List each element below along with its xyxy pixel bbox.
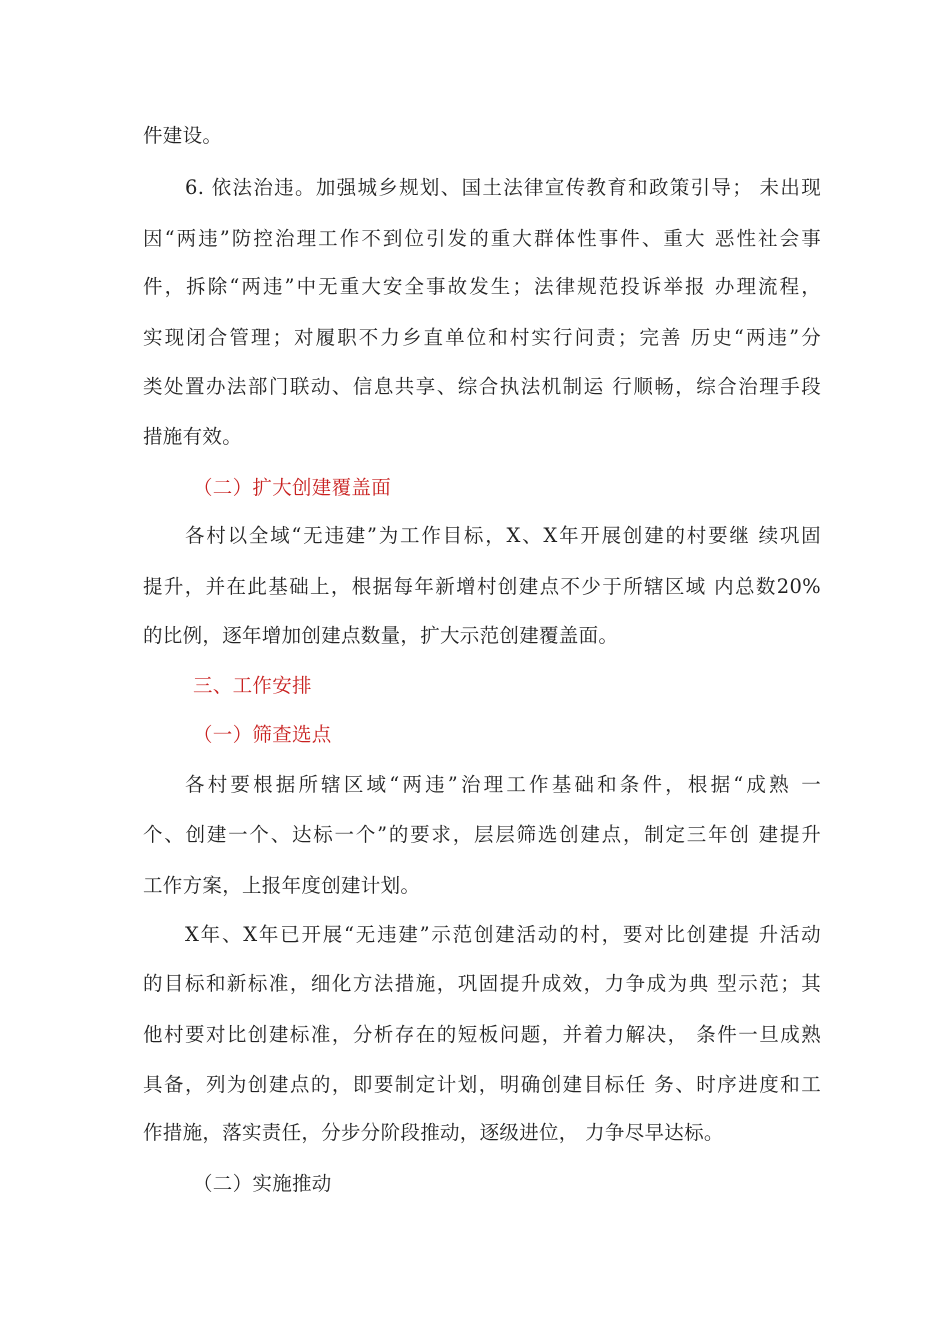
paragraph-line: 各村要根据所辖区域“两违”治理工作基础和条件，根据“成熟 一	[185, 773, 821, 796]
section-heading: （一）筛查选点	[193, 723, 332, 746]
paragraph-line: 提升，并在此基础上，根据每年新增村创建点不少于所辖区域 内总数20%	[143, 575, 821, 598]
paragraph-line: 各村以全域“无违建”为工作目标，X、X年开展创建的村要继 续巩固	[185, 524, 821, 547]
paragraph-line: 实现闭合管理；对履职不力乡直单位和村实行问责；完善 历史“两违”分	[143, 326, 821, 349]
section-heading: （二）实施推动	[193, 1172, 332, 1195]
paragraph-line: 6. 依法治违。加强城乡规划、国土法律宣传教育和政策引导； 未出现	[185, 176, 821, 199]
paragraph-line: 个、创建一个、达标一个”的要求，层层筛选创建点，制定三年创 建提升	[143, 823, 821, 846]
paragraph-line: 具备，列为创建点的，即要制定计划，明确创建目标任 务、时序进度和工	[143, 1073, 821, 1096]
paragraph-line: 工作方案，上报年度创建计划。	[143, 874, 421, 897]
paragraph-line: 类处置办法部门联动、信息共享、综合执法机制运 行顺畅，综合治理手段	[143, 375, 821, 398]
paragraph-line: 件建设。	[143, 124, 223, 147]
paragraph-line: 的比例，逐年增加创建点数量，扩大示范创建覆盖面。	[143, 624, 619, 647]
paragraph-line: 措施有效。	[143, 425, 243, 448]
section-heading: （二）扩大创建覆盖面	[193, 476, 392, 499]
paragraph-line: X年、X年已开展“无违建”示范创建活动的村，要对比创建提 升活动	[185, 923, 821, 946]
paragraph-line: 作措施，落实责任，分步分阶段推动，逐级进位， 力争尽早达标。	[143, 1121, 724, 1144]
paragraph-line: 因“两违”防控治理工作不到位引发的重大群体性事件、重大 恶性社会事	[143, 227, 821, 250]
section-heading: 三、工作安排	[193, 674, 312, 697]
paragraph-line: 件，拆除“两违”中无重大安全事故发生；法律规范投诉举报 办理流程，	[143, 275, 821, 298]
paragraph-line: 他村要对比创建标准，分析存在的短板问题，并着力解决， 条件一旦成熟	[143, 1023, 821, 1046]
paragraph-line: 的目标和新标准，细化方法措施，巩固提升成效，力争成为典 型示范；其	[143, 972, 821, 995]
